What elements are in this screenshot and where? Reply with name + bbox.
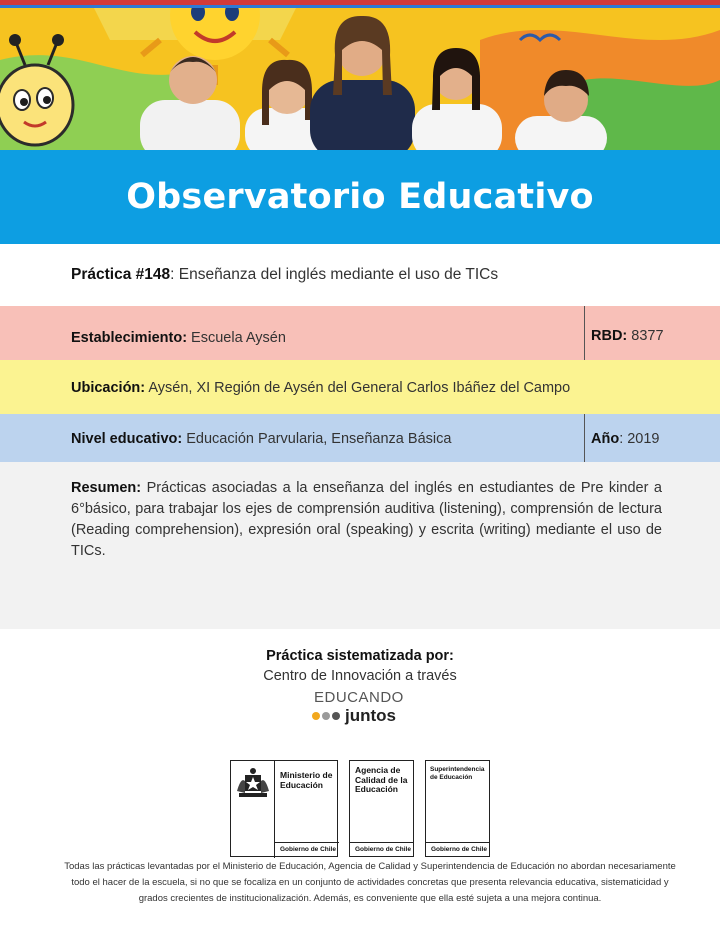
logo-dot-3 xyxy=(332,712,340,720)
location-label: Ubicación: xyxy=(71,380,146,396)
location-row xyxy=(0,360,720,414)
hero-top-stripe-blue xyxy=(0,5,720,8)
ministerio-educacion-logo xyxy=(230,760,338,857)
establishment-cell xyxy=(0,306,584,360)
logo-dot-1 xyxy=(312,712,320,720)
summary-paragraph xyxy=(71,478,662,562)
hero-illustration xyxy=(0,0,720,150)
establishment-label: Establecimiento: xyxy=(71,330,188,346)
level-value: Educación Parvularia, Enseñanza Básica xyxy=(182,431,452,447)
practice-row xyxy=(0,244,720,306)
educando-juntos-logo xyxy=(312,690,412,726)
establishment-row xyxy=(0,306,720,360)
rbd-cell xyxy=(584,306,720,360)
level-label: Nivel educativo: xyxy=(71,431,183,447)
logo-dot-2 xyxy=(322,712,330,720)
gov-logo-2-foot: Gobierno de Chile xyxy=(355,846,411,853)
practice-number: Práctica #148 xyxy=(71,266,171,283)
summary-section xyxy=(0,462,720,629)
establishment-value: Escuela Aysén xyxy=(187,330,286,346)
chile-shield-box xyxy=(231,761,275,858)
credits-section xyxy=(0,648,720,684)
hero-photo xyxy=(0,0,720,150)
gov-logo-1-foot: Gobierno de Chile xyxy=(280,846,336,853)
summary-text: Prácticas asociadas a la enseñanza del inglés en estudiantes de Pre kinder a 6°básico, para trabajar los ejes de comprensión auditiva (listening), comprensión de lectura (Reading comprehension), expresión oral (speaking) y escrita (writing) mediante el uso de TICs. xyxy=(71,480,662,559)
year-label: Año xyxy=(591,431,620,447)
credits-subtitle: Centro de Innovación a través xyxy=(263,668,457,684)
gov-logo-1-head: Ministerio de Educación xyxy=(280,770,333,790)
year-cell xyxy=(584,414,720,462)
practice-name: Enseñanza del inglés mediante el uso de TICs xyxy=(178,266,499,283)
year-value: : 2019 xyxy=(619,431,660,447)
level-cell xyxy=(0,414,584,462)
rbd-label: RBD: xyxy=(591,328,628,344)
practice-separator: : xyxy=(170,266,179,283)
gov-logo-3-foot: Gobierno de Chile xyxy=(431,846,487,853)
rbd-value: 8377 xyxy=(627,328,664,344)
agencia-calidad-logo xyxy=(349,760,414,857)
gov-logo-3-head: Superintendencia de Educación xyxy=(430,766,485,781)
title-banner xyxy=(0,150,720,244)
level-row xyxy=(0,414,720,462)
gov-logo-2-head: Agencia de Calidad de la Educación xyxy=(355,765,408,794)
credits-title: Práctica sistematizada por: xyxy=(266,648,454,664)
superintendencia-logo xyxy=(425,760,490,857)
logo-juntos-text: juntos xyxy=(345,706,396,725)
page-title: Observatorio Educativo xyxy=(126,177,594,217)
disclaimer-footnote: Todas las prácticas levantadas por el Ministerio de Educación, Agencia de Calidad y Superintendencia de Educación no abordan necesariamente todo el hacer de la escuela, si no que se focaliza en un conjunto de actividades concretas que presenta relevancia educativa, sistematicidad y grados crecientes de institucionalización. Además, es conveniente que ella esté sujeta a una mejora continua. xyxy=(64,861,676,904)
location-value: Aysén, XI Región de Aysén del General Carlos Ibáñez del Campo xyxy=(145,380,571,396)
logo-educando-text: EDUCANDO xyxy=(314,689,404,706)
summary-label: Resumen: xyxy=(71,480,142,496)
chile-coat-of-arms-icon xyxy=(233,765,273,805)
